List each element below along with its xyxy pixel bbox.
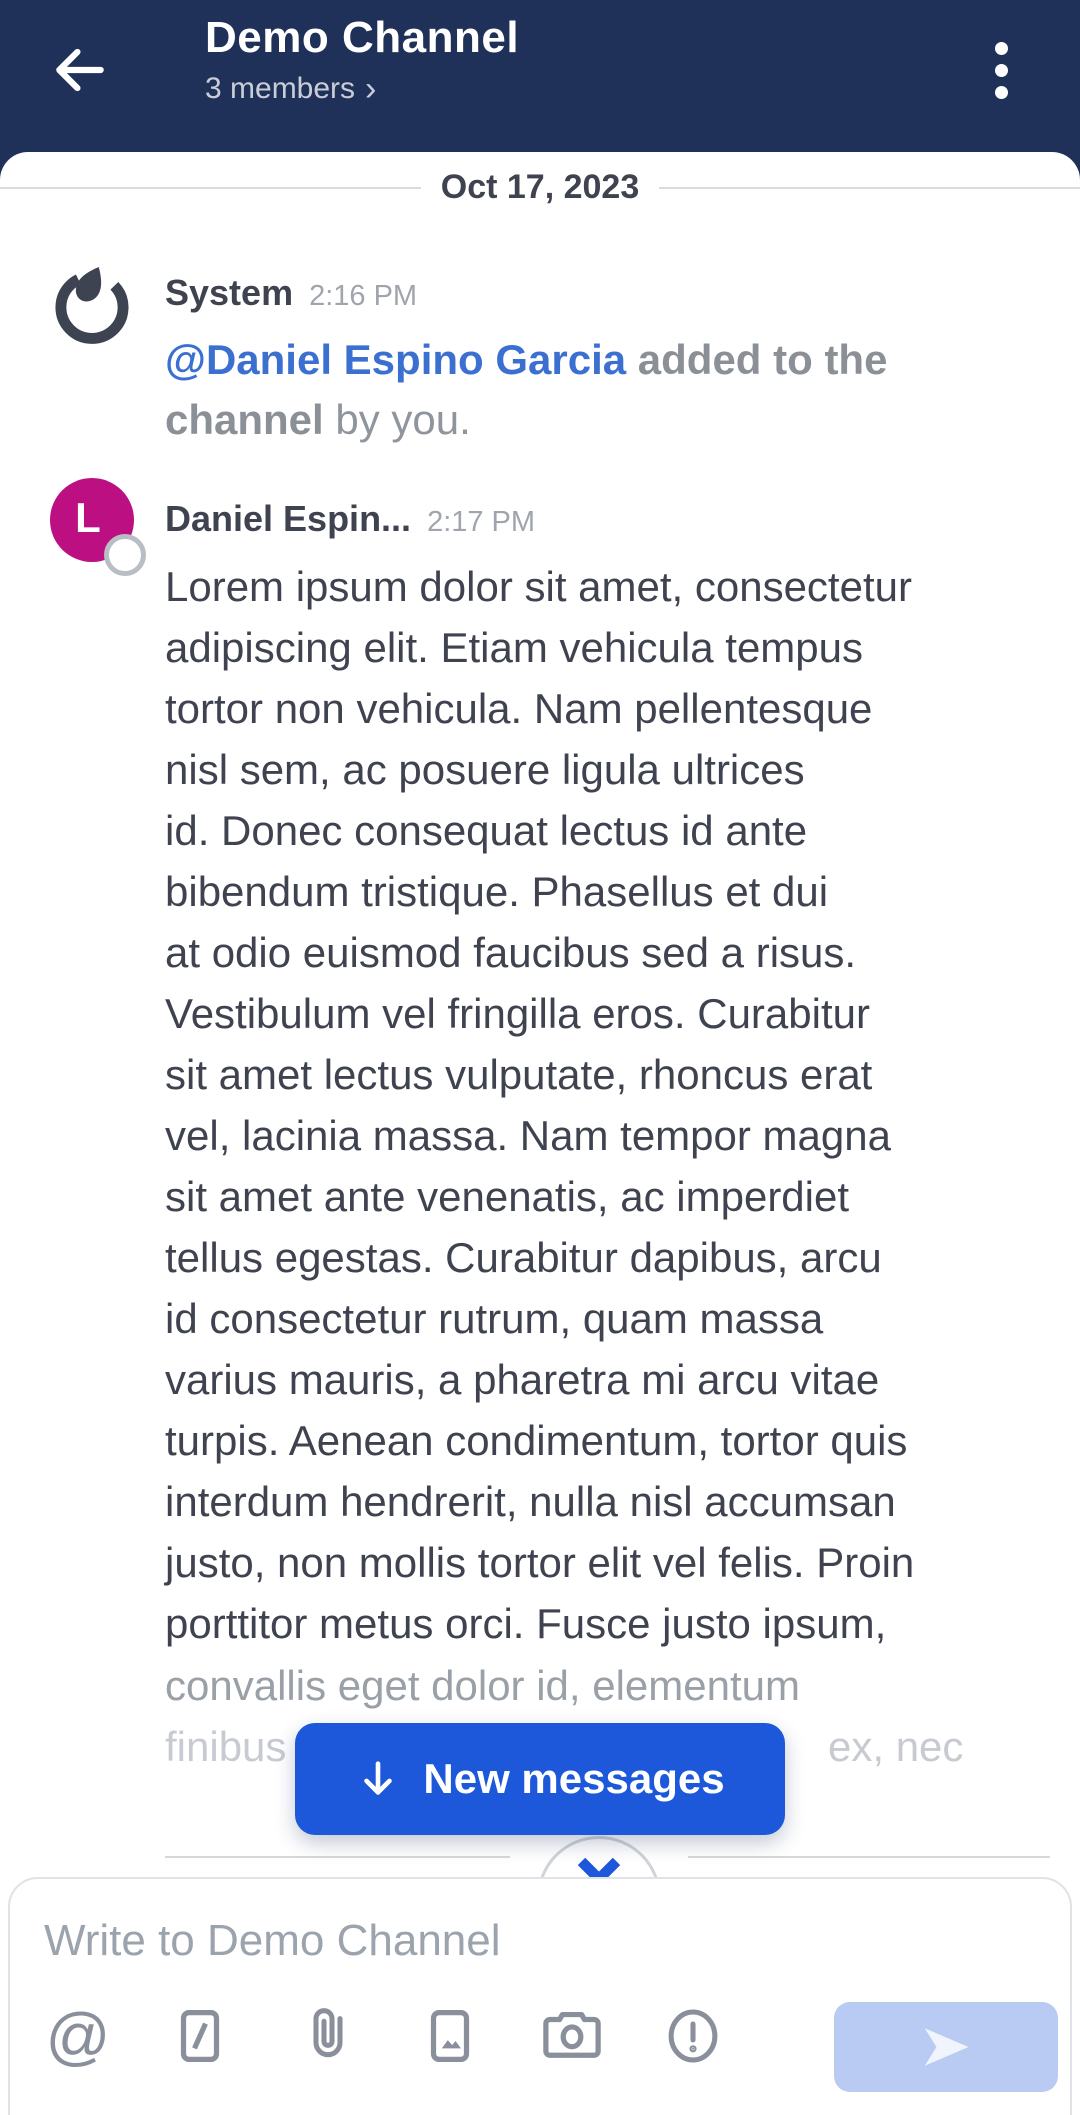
faded-fragment-right: ex, nec [828,1723,964,1770]
mention-button[interactable] [33,1991,123,2081]
system-message-line [165,390,887,450]
paperclip-icon [296,2004,360,2068]
system-avatar[interactable] [50,262,134,346]
channel-title-group[interactable] [205,12,519,106]
at-sign-icon: @ [45,2000,111,2072]
system-text: added to the [626,336,888,383]
message-line: Lorem ipsum dolor sit amet, consectetur [165,563,912,610]
message-line: id consectetur rutrum, quam massa [165,1295,824,1342]
message-composer [8,1877,1072,2115]
message-line: varius mauris, a pharetra mi arcu vitae [165,1356,880,1403]
camera-button[interactable] [527,1991,617,2081]
message-line: Vestibulum vel fringilla eros. Curabitur [165,990,870,1037]
arrow-left-icon [49,39,111,101]
priority-button[interactable] [648,1991,738,2081]
message-line: vel, lacinia massa. Nam tempor magna [165,1112,891,1159]
kebab-dot [995,42,1008,55]
message-line: bibendum tristique. Phasellus et dui [165,868,829,915]
gallery-button[interactable] [405,1991,495,2081]
more-options-button[interactable] [966,34,1036,106]
send-button[interactable] [834,2002,1058,2092]
divider-line [659,187,1080,189]
message-line: turpis. Aenean condimentum, tortor quis [165,1417,908,1464]
divider-line [0,187,421,189]
arrow-down-icon [355,1756,401,1802]
date-label: Oct 17, 2023 [440,168,640,206]
message-time: 2:16 PM [309,280,418,312]
message-line: nisl sem, ac posuere ligula ultrices [165,746,805,793]
message-line: id. Donec consequat lectus id ante [165,807,808,854]
message-line: sit amet lectus vulputate, rhoncus erat [165,1051,873,1098]
message-line-fading: convallis eget dolor id, elementum [165,1662,801,1709]
date-divider [0,168,1080,207]
camera-icon [539,2003,605,2069]
member-count: 3 members [205,72,356,105]
image-icon [417,2003,483,2069]
slash-command-icon [167,2003,233,2069]
user-mention-link[interactable]: @Daniel Espino Garcia [165,336,627,383]
message-time: 2:17 PM [427,506,536,538]
channel-subtitle[interactable] [205,72,519,106]
system-message-line [165,330,887,390]
message-line: justo, non mollis tortor elit vel felis. Proin [165,1539,915,1586]
message-line: at odio euismod faucibus sed a risus. [165,929,857,976]
offline-status-icon [104,534,146,576]
avatar-letter: L [75,494,101,541]
message-line: sit amet ante venenatis, ac imperdiet [165,1173,850,1220]
alert-circle-icon [661,2004,725,2068]
system-message-header [165,272,417,314]
send-icon [916,2017,976,2077]
mattermost-logo-icon [50,262,134,346]
kebab-dot [995,86,1008,99]
message-body [165,556,914,1654]
system-text: by you. [323,396,471,443]
slash-command-button[interactable] [155,1991,245,2081]
attach-file-button[interactable] [283,1991,373,2081]
message-line: adipiscing elit. Etiam vehicula tempus [165,624,864,671]
kebab-dot [995,64,1008,77]
new-messages-button[interactable] [295,1723,785,1835]
new-messages-label: New messages [423,1755,725,1802]
message-header [165,498,535,540]
divider-line [165,1856,510,1858]
back-button[interactable] [40,36,120,104]
author-name[interactable]: Daniel Espin... [165,498,412,539]
chevron-right-icon: › [365,70,377,108]
system-text-bold: channel [165,396,324,443]
message-line: porttitor metus orci. Fusce justo ipsum, [165,1600,887,1647]
author-name[interactable]: System [165,272,294,313]
divider-line [688,1856,1050,1858]
faded-fragment-left: finibus [165,1723,287,1770]
channel-title: Demo Channel [205,13,520,62]
message-line: tellus egestas. Curabitur dapibus, arcu [165,1234,882,1281]
message-input[interactable] [42,1915,986,1967]
message-line: interdum hendrerit, nulla nisl accumsan [165,1478,896,1525]
system-message-body [165,330,887,450]
message-line: tortor non vehicula. Nam pellentesque [165,685,873,732]
